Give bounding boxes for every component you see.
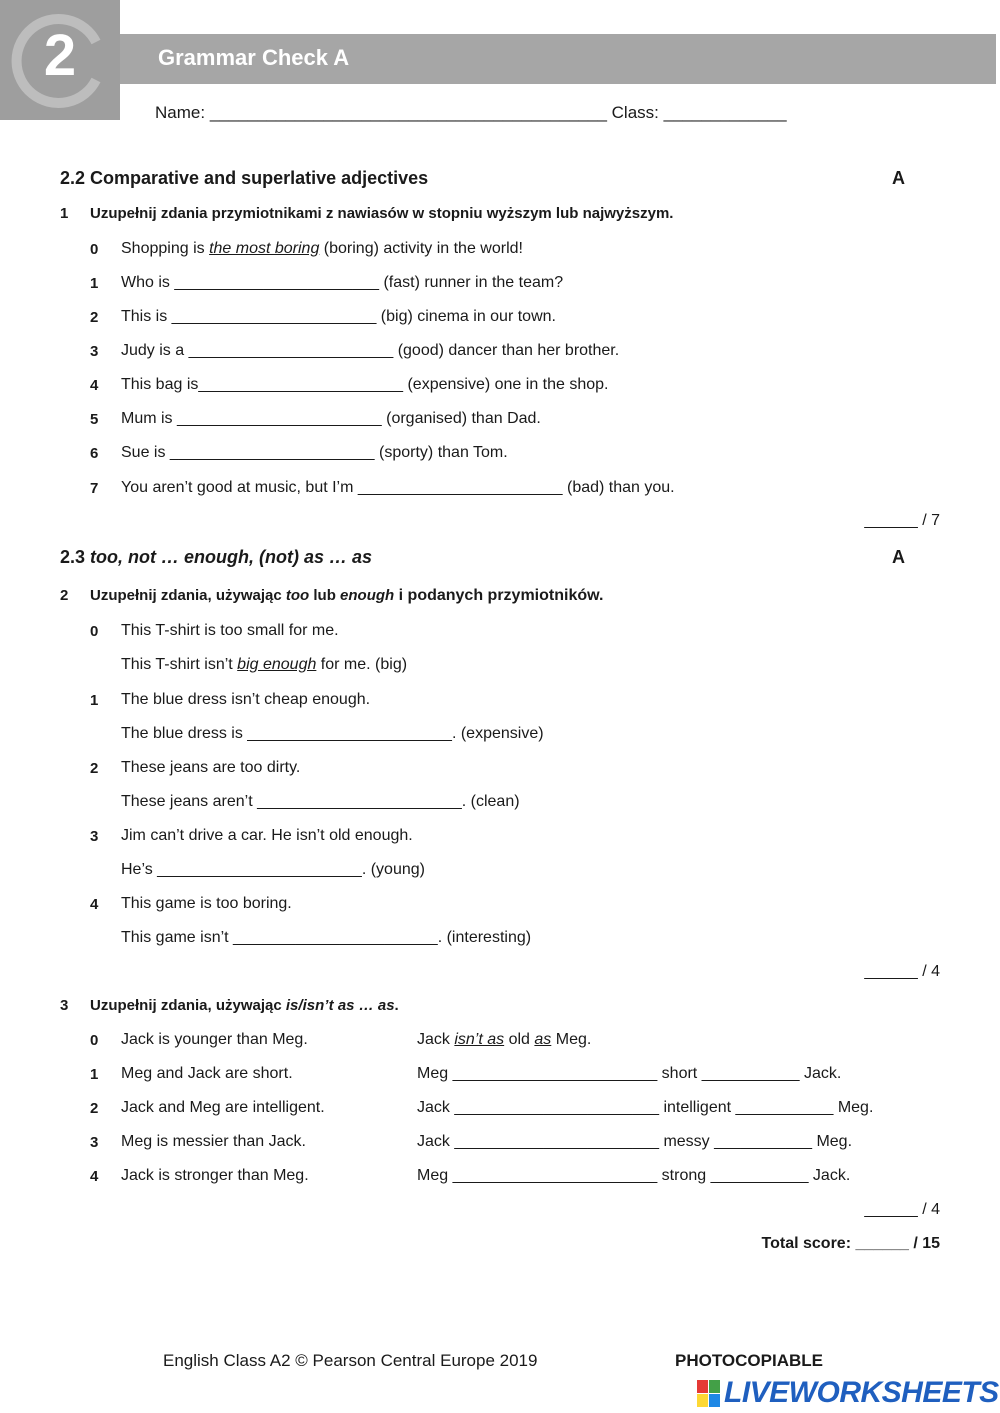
class-field[interactable]: _____________ [663, 103, 787, 122]
page-title: Grammar Check A [158, 45, 350, 70]
heading-number: 2.3 [60, 547, 91, 567]
prompt-sentence: Meg and Jack are short. [121, 1065, 293, 1082]
gap-sentence[interactable]: This game isn’t _______________________. (interesting) [121, 929, 532, 946]
item-number: 2 [90, 760, 99, 777]
example-answer: isn’t as [454, 1031, 505, 1048]
section-heading-2-3 [60, 547, 372, 568]
score-field[interactable]: ______ / 4 [864, 1201, 940, 1218]
item-number: 3 [90, 343, 99, 360]
gap-sentence[interactable]: Meg _______________________ strong ___________ Jack. [417, 1167, 851, 1184]
item-number: 2 [90, 1100, 99, 1117]
item-number: 4 [90, 1168, 99, 1185]
item-number: 0 [90, 623, 99, 640]
sentence-part: Jack [417, 1031, 455, 1048]
item-number: 2 [90, 309, 99, 326]
instruction-part: lub [309, 587, 341, 604]
gap-sentence[interactable]: Jack _______________________ messy ___________ Meg. [417, 1133, 853, 1150]
prompt-sentence: This game is too boring. [121, 895, 292, 912]
gap-sentence[interactable]: Mum is _______________________ (organised) than Dad. [121, 410, 541, 427]
gap-sentence[interactable]: Jack _______________________ intelligent ___________ Meg. [417, 1099, 874, 1116]
item-number: 0 [90, 241, 99, 258]
prompt-sentence: Jack is stronger than Meg. [121, 1167, 309, 1184]
item-number: 4 [90, 896, 99, 913]
gap-sentence[interactable]: Judy is a _______________________ (good) dancer than her brother. [121, 342, 620, 359]
gap-sentence[interactable]: This is _______________________ (big) cinema in our town. [121, 308, 556, 325]
score-field[interactable]: ______ / 7 [864, 512, 940, 529]
section-heading-2-2: 2.2 Comparative and superlative adjectives [60, 168, 429, 188]
instruction-part: Uzupełnij zdania, używając [90, 587, 286, 604]
section-letter: A [892, 547, 905, 567]
task-number: 3 [60, 997, 69, 1014]
instruction-text: Uzupełnij zdania przymiotnikami z nawiasów w stopniu wyższym lub najwyższym. [90, 205, 674, 222]
score-field[interactable]: ______ / 4 [864, 963, 940, 980]
liveworksheets-logo-icon [697, 1380, 721, 1408]
example-sentence [417, 1031, 591, 1049]
gap-sentence[interactable]: Who is _______________________ (fast) runner in the team? [121, 274, 564, 291]
unit-number: 2 [43, 23, 77, 88]
prompt-sentence: Meg is messier than Jack. [121, 1133, 306, 1150]
example-sentence [121, 656, 407, 674]
task-3-instruction [60, 997, 399, 1014]
sentence-part: (boring) activity in the world! [319, 240, 523, 257]
prompt-sentence: These jeans are too dirty. [121, 759, 301, 776]
instruction-part: Uzupełnij zdania, używając [90, 997, 286, 1014]
instruction-part: i podanych przymiotników. [394, 587, 604, 604]
prompt-sentence: This T-shirt is too small for me. [121, 622, 339, 639]
item-number: 7 [90, 480, 99, 497]
sentence-part: This T-shirt isn’t [121, 656, 238, 673]
gap-sentence[interactable]: He’s _______________________. (young) [121, 861, 425, 878]
item-number: 1 [90, 275, 99, 292]
task-2-instruction [60, 587, 603, 605]
heading-title: too, not … enough, (not) as … as [90, 547, 373, 567]
liveworksheets-brand[interactable]: LIVEWORKSHEETS [724, 1376, 999, 1409]
prompt-sentence: Jack and Meg are intelligent. [121, 1099, 325, 1116]
task-number: 2 [60, 587, 69, 604]
example-answer: the most boring [209, 240, 320, 257]
total-score[interactable]: Total score: ______ / 15 [761, 1235, 940, 1252]
gap-sentence[interactable]: The blue dress is _______________________. (expensive) [121, 725, 544, 742]
copyright-text: English Class A2 © Pearson Central Europe 2019 [163, 1351, 538, 1370]
section-letter: A [892, 168, 905, 188]
item-number: 0 [90, 1032, 99, 1049]
gap-sentence[interactable]: Meg _______________________ short ___________ Jack. [417, 1065, 842, 1082]
task-1-instruction [60, 205, 673, 222]
item-number: 1 [90, 1066, 99, 1083]
gap-sentence[interactable]: You aren’t good at music, but I’m _______________________ (bad) than you. [121, 479, 675, 496]
prompt-sentence: Jim can’t drive a car. He isn’t old enough. [121, 827, 413, 844]
example-answer: as [534, 1031, 552, 1048]
item-number: 4 [90, 377, 99, 394]
instruction-part: . [394, 997, 399, 1014]
name-label: Name: [155, 103, 206, 122]
gap-sentence[interactable]: Sue is _______________________ (sporty) than Tom. [121, 444, 508, 461]
item-number: 6 [90, 445, 99, 462]
item-number: 3 [90, 1134, 99, 1151]
instruction-em: enough [340, 587, 395, 604]
item-number: 5 [90, 411, 99, 428]
instruction-em: too [285, 587, 310, 604]
sentence-part: Meg. [551, 1031, 592, 1048]
gap-sentence[interactable]: These jeans aren’t _______________________. (clean) [121, 793, 520, 810]
sentence-part: old [504, 1031, 535, 1048]
sentence-part: for me. (big) [316, 656, 408, 673]
item-number: 1 [90, 692, 99, 709]
prompt-sentence: The blue dress isn’t cheap enough. [121, 691, 371, 708]
class-label: Class: [611, 103, 659, 122]
name-class-row [155, 103, 787, 123]
example-sentence [121, 240, 523, 258]
task-number: 1 [60, 205, 69, 222]
item-number: 3 [90, 828, 99, 845]
instruction-em: is/isn’t as … as [285, 997, 395, 1014]
sentence-part: Shopping is [121, 240, 210, 257]
gap-sentence[interactable]: This bag is_______________________ (expensive) one in the shop. [121, 376, 609, 393]
prompt-sentence: Jack is younger than Meg. [121, 1031, 308, 1048]
name-field[interactable]: __________________________________________ [209, 103, 607, 122]
photocopiable-label: PHOTOCOPIABLE [675, 1351, 823, 1370]
example-answer: big enough [237, 656, 317, 673]
